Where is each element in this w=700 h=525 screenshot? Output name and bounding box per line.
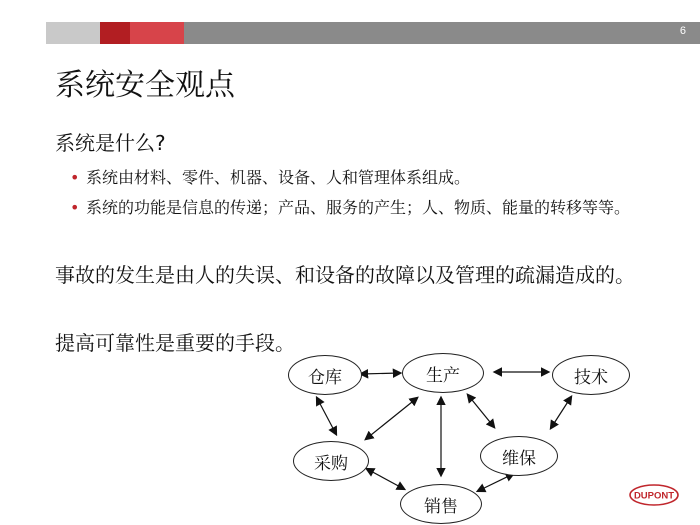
- node-label: 技术: [574, 367, 608, 388]
- svg-text:DUPONT: DUPONT: [633, 490, 675, 502]
- node-sales: [400, 484, 482, 524]
- bullet-dot-icon: •: [70, 198, 80, 218]
- bullet-dot-icon: •: [70, 168, 80, 187]
- bullet-text: 系统由材料、零件、机器、设备、人和管理体系组成。: [86, 168, 471, 187]
- reliability-statement: 提高可靠性是重要的手段。: [55, 331, 295, 355]
- node-label: 维保: [502, 448, 536, 469]
- arrow-warehouse-purchasing: [317, 398, 336, 434]
- arrow-production-maintenance: [468, 395, 494, 427]
- bullet-text: 系统的功能是信息的传递；产品、服务的产生；人、物质、能量的转移等等。: [86, 198, 631, 218]
- header-bar-segment-gray: [184, 22, 700, 44]
- page-number: 6: [679, 25, 686, 37]
- arrow-technology-maintenance: [551, 397, 571, 428]
- node-warehouse: [288, 355, 362, 395]
- arrow-warehouse-production: [361, 373, 400, 374]
- slide-title: 系统安全观点: [55, 68, 235, 103]
- dupont-logo: [628, 482, 680, 508]
- accident-cause-statement: 事故的发生是由人的失误、和设备的故障以及管理的疏漏造成的。: [55, 263, 635, 287]
- node-label: 采购: [314, 453, 348, 474]
- arrow-maintenance-sales: [478, 474, 513, 491]
- node-purchasing: [293, 441, 369, 481]
- node-production: [402, 353, 484, 393]
- node-maintenance: [480, 436, 558, 476]
- arrow-production-purchasing: [366, 398, 417, 439]
- bullet-item: [70, 167, 650, 189]
- node-label: 销售: [424, 496, 458, 517]
- header-bar-segment-dark-red: [100, 22, 130, 44]
- node-label: 生产: [426, 365, 460, 386]
- bullet-item: [70, 197, 650, 219]
- arrow-purchasing-sales: [367, 469, 404, 489]
- section-heading: 系统是什么?: [55, 131, 166, 155]
- node-label: 仓库: [308, 367, 342, 388]
- node-technology: [552, 355, 630, 395]
- bullet-list: [70, 167, 650, 228]
- header-bar-segment-red: [130, 22, 184, 44]
- header-bar: [46, 22, 700, 44]
- header-bar-segment-light: [46, 22, 100, 44]
